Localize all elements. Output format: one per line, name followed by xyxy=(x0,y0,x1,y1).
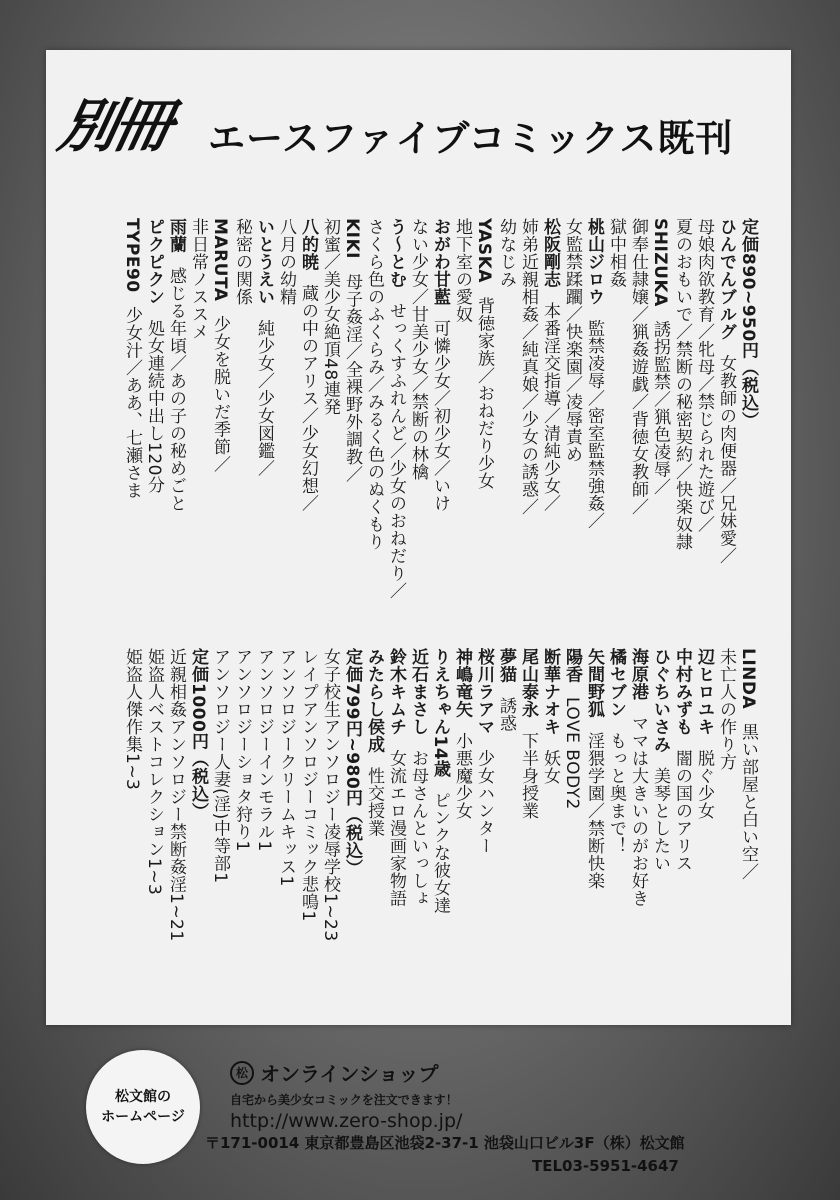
author-name: LINDA xyxy=(738,648,758,710)
lower-entry xyxy=(627,648,649,998)
book-titles: 姉弟近親相姦／純真娘／少女の誘惑／ xyxy=(518,218,538,516)
upper-entry xyxy=(363,218,385,613)
book-titles: 妖女 xyxy=(540,749,560,785)
upper-entry xyxy=(297,218,319,613)
book-titles: 淫猥学園／禁断快楽 xyxy=(584,732,604,890)
lower-entry xyxy=(605,648,627,998)
book-titles: 性交授業 xyxy=(364,767,384,837)
lower-entry xyxy=(715,648,737,998)
book-titles: 非日常ノススメ xyxy=(188,218,208,341)
online-shop-block xyxy=(230,1058,830,1132)
lower-entry xyxy=(187,648,209,998)
upper-price-line: 定価890~950円（税込） xyxy=(738,218,758,430)
author-name: 定価799円~980円（税込） xyxy=(342,648,362,877)
shop-url-link[interactable]: http://www.zero-shop.jp/ xyxy=(230,1110,463,1132)
lower-entry xyxy=(737,648,759,998)
author-name: 神嶋竜矢 xyxy=(452,648,472,718)
lower-entry xyxy=(209,648,231,998)
book-titles: 脱ぐ少女 xyxy=(694,749,714,820)
author-name: いとうえい xyxy=(254,218,274,306)
book-titles: 感じる年頃／あの子の秘めごと xyxy=(166,267,186,512)
upper-entry xyxy=(121,218,143,613)
book-titles: 未亡人の作り方 xyxy=(716,648,736,771)
upper-entry xyxy=(231,218,253,613)
catalog-panel xyxy=(46,50,791,1025)
upper-entry xyxy=(209,218,231,613)
author-name: ひぐちいさみ xyxy=(650,648,670,753)
book-titles: 誘惑 xyxy=(496,697,516,732)
book-titles: 女流エロ漫画家物語 xyxy=(386,749,406,907)
lower-entry xyxy=(319,648,341,998)
upper-entry xyxy=(605,218,627,613)
book-titles: 下半身授業 xyxy=(518,732,538,820)
lower-entry xyxy=(473,648,495,998)
bessatsu-logo: 別冊 xyxy=(52,92,176,160)
book-titles: 幼なじみ xyxy=(496,218,516,288)
book-titles: 母子姦淫／全裸野外調教／ xyxy=(342,273,362,483)
book-titles: 処女連続中出し120分 xyxy=(144,319,164,494)
upper-entry xyxy=(451,218,473,613)
lower-entry xyxy=(539,648,561,998)
author-name: 中村みずも xyxy=(672,648,692,736)
author-name: ピクピクン xyxy=(144,218,164,306)
upper-entry xyxy=(539,218,561,613)
upper-entry xyxy=(671,218,693,613)
lower-entry xyxy=(649,648,671,998)
lower-entry xyxy=(385,648,407,998)
author-name: 断華ナオキ xyxy=(540,648,560,736)
author-name: SHIZUKA xyxy=(650,218,670,307)
author-name: KIKI xyxy=(342,218,362,259)
upper-entry xyxy=(143,218,165,613)
lower-entry xyxy=(693,648,715,998)
book-titles: LOVE BODY2 xyxy=(562,697,582,810)
lower-book-list xyxy=(121,648,759,998)
upper-entry xyxy=(517,218,539,613)
book-titles: 姫盗人ベストコレクション1~3 xyxy=(144,648,164,896)
book-titles: アンソロジーショタ狩り1 xyxy=(232,648,252,852)
upper-entry xyxy=(407,218,429,613)
author-name: MARUTA xyxy=(210,218,230,302)
author-name: 海原港 xyxy=(628,648,648,701)
author-name: みたらし侯成 xyxy=(364,648,384,753)
lower-entry xyxy=(165,648,187,998)
author-name: おがわ甘藍 xyxy=(430,218,450,306)
author-name: 橘セブン xyxy=(606,648,626,718)
shop-title-row xyxy=(230,1058,830,1087)
page-title: エースファイブコミックス既刊 xyxy=(208,117,734,160)
shop-subtitle: 自宅から美少女コミックを注文できます！ xyxy=(230,1093,458,1107)
book-titles: 美琴としたい xyxy=(650,767,670,872)
upper-entry xyxy=(319,218,341,613)
upper-entry xyxy=(649,218,671,613)
author-name: ひんでんブルグ xyxy=(716,218,736,341)
lower-entry xyxy=(297,648,319,998)
lower-entry xyxy=(341,648,363,998)
book-titles: 背徳家族／おねだり少女 xyxy=(474,296,494,490)
lower-entry xyxy=(407,648,429,998)
lower-entry xyxy=(275,648,297,998)
upper-entry xyxy=(715,218,737,613)
book-titles: 女監禁蹂躙／快楽園／凌辱責め xyxy=(562,218,582,463)
lower-entry xyxy=(517,648,539,998)
upper-entry xyxy=(187,218,209,613)
author-name: 矢間野狐 xyxy=(584,648,604,718)
book-titles: ない少女／甘美少女／禁断の林檎 xyxy=(408,218,428,481)
upper-entry xyxy=(253,218,275,613)
lower-entry xyxy=(495,648,517,998)
upper-entry xyxy=(473,218,495,613)
book-titles: 近親相姦アンソロジー禁断姦淫1~21 xyxy=(166,648,186,942)
author-name: 桃山ジロウ xyxy=(584,218,604,306)
book-titles: 本番淫交指導／清純少女／ xyxy=(540,302,560,512)
lower-entry xyxy=(671,648,693,998)
catalog-header xyxy=(52,92,780,172)
publisher-address: 〒171-0014 東京都豊島区池袋2-37-1 池袋山口ビル3F（株）松文館 xyxy=(205,1134,685,1152)
lower-entry xyxy=(231,648,253,998)
author-name: YASKA xyxy=(474,218,494,283)
book-titles: さくら色のふくらみ／みるく色のぬくもり xyxy=(364,218,384,551)
book-titles: ピンクな彼女達 xyxy=(430,791,450,915)
book-titles: せっくすふれんど／少女のおねだり／ xyxy=(386,302,406,600)
lower-entry xyxy=(121,648,143,998)
author-name: 夢猫 xyxy=(496,648,516,683)
book-titles: 小悪魔少女 xyxy=(452,732,472,820)
author-name: 八的暁 xyxy=(298,218,318,271)
upper-entry xyxy=(583,218,605,613)
upper-entry xyxy=(275,218,297,613)
upper-entry xyxy=(341,218,363,613)
author-name: 陽香 xyxy=(562,648,582,683)
book-titles: 純少女／少女図鑑／ xyxy=(254,319,274,477)
lower-entry xyxy=(363,648,385,998)
book-titles: 夏のおもいで／禁断の秘密契約／快楽奴隷 xyxy=(672,218,692,551)
homepage-badge-line1: 松文館の xyxy=(115,1089,171,1105)
book-titles: 誘拐監禁／猟色凌辱／ xyxy=(650,320,670,496)
book-titles: 闇の国のアリス xyxy=(672,749,692,872)
book-titles: 姫盗人傑作集1~3 xyxy=(122,648,142,791)
lower-entry xyxy=(561,648,583,998)
author-name: う～とむ xyxy=(386,218,406,288)
upper-entry xyxy=(561,218,583,613)
lower-entry xyxy=(253,648,275,998)
book-titles: 地下室の愛奴 xyxy=(452,218,472,323)
upper-book-list xyxy=(121,218,759,613)
book-titles: もっと奥まで！ xyxy=(606,732,626,855)
book-titles: 少女汁／ああ、七瀬さま xyxy=(122,306,142,500)
lower-entry xyxy=(143,648,165,998)
upper-entry xyxy=(627,218,649,613)
book-titles: 母娘肉欲教育／牝母／禁じられた遊び／ xyxy=(694,218,714,533)
book-titles: アンソロジー人妻(淫)中等部1 xyxy=(210,648,230,884)
upper-entry xyxy=(495,218,517,613)
book-titles: 女教師の肉便器／兄妹愛／ xyxy=(716,354,736,565)
book-titles: 蔵の中のアリス／少女幻想／ xyxy=(298,284,318,512)
upper-entry xyxy=(385,218,407,613)
author-name: 尾山泰永 xyxy=(518,648,538,718)
publisher-tel: TEL03-5951-4647 xyxy=(532,1157,679,1175)
author-name: 雨蘭 xyxy=(166,218,186,253)
book-titles: アンソロジーインモラル1 xyxy=(254,648,274,852)
upper-entry xyxy=(429,218,451,613)
homepage-badge[interactable] xyxy=(86,1050,200,1164)
book-titles: 女子校生アンソロジー凌辱学校1~23 xyxy=(320,648,340,942)
upper-entry xyxy=(693,218,715,613)
book-titles: 御奉仕隷嬢／猟姦遊戯／背徳女教師／ xyxy=(628,218,648,516)
book-titles: 少女ハンター xyxy=(474,749,494,855)
book-titles: 黒い部屋と白い空／ xyxy=(738,723,758,881)
shop-title: オンラインショップ xyxy=(260,1062,439,1086)
book-titles: アンソロジークリームキッス1 xyxy=(276,648,296,887)
publisher-seal-icon: 松 xyxy=(230,1061,254,1085)
book-titles: 可憐少女／初少女／いけ xyxy=(430,319,450,512)
book-titles: 獄中相姦 xyxy=(606,218,626,288)
book-titles: 初蜜／美少女絶頂48連発 xyxy=(320,218,340,416)
book-titles: 八月の幼精 xyxy=(276,218,296,306)
homepage-badge-line2: ホームページ xyxy=(101,1109,185,1125)
book-titles: お母さんといっしょ xyxy=(408,749,428,907)
author-name: TYPE90 xyxy=(122,218,142,293)
author-name: 鈴木キムチ xyxy=(386,648,406,736)
lower-entry xyxy=(429,648,451,998)
book-titles: ママは大きいのがお好き xyxy=(628,714,648,907)
book-titles: 秘密の関係 xyxy=(232,218,252,306)
lower-entry xyxy=(583,648,605,998)
author-name: 定価1000円（税込） xyxy=(188,648,208,820)
author-name: りえちゃん14歳 xyxy=(430,648,450,778)
lower-entry xyxy=(451,648,473,998)
upper-entry xyxy=(165,218,187,613)
author-name: 近石まさし xyxy=(408,648,428,736)
author-name: 桜川ラアマ xyxy=(474,648,494,736)
author-name: 辺ヒロユキ xyxy=(694,648,714,736)
book-titles: 少女を脱いだ季節／ xyxy=(210,315,230,473)
author-name: 松阪剛志 xyxy=(540,218,560,288)
book-titles: レイプアンソロジーコミック悲鳴1 xyxy=(298,648,318,922)
book-titles: 監禁凌辱／密室監禁強姦／ xyxy=(584,319,604,530)
